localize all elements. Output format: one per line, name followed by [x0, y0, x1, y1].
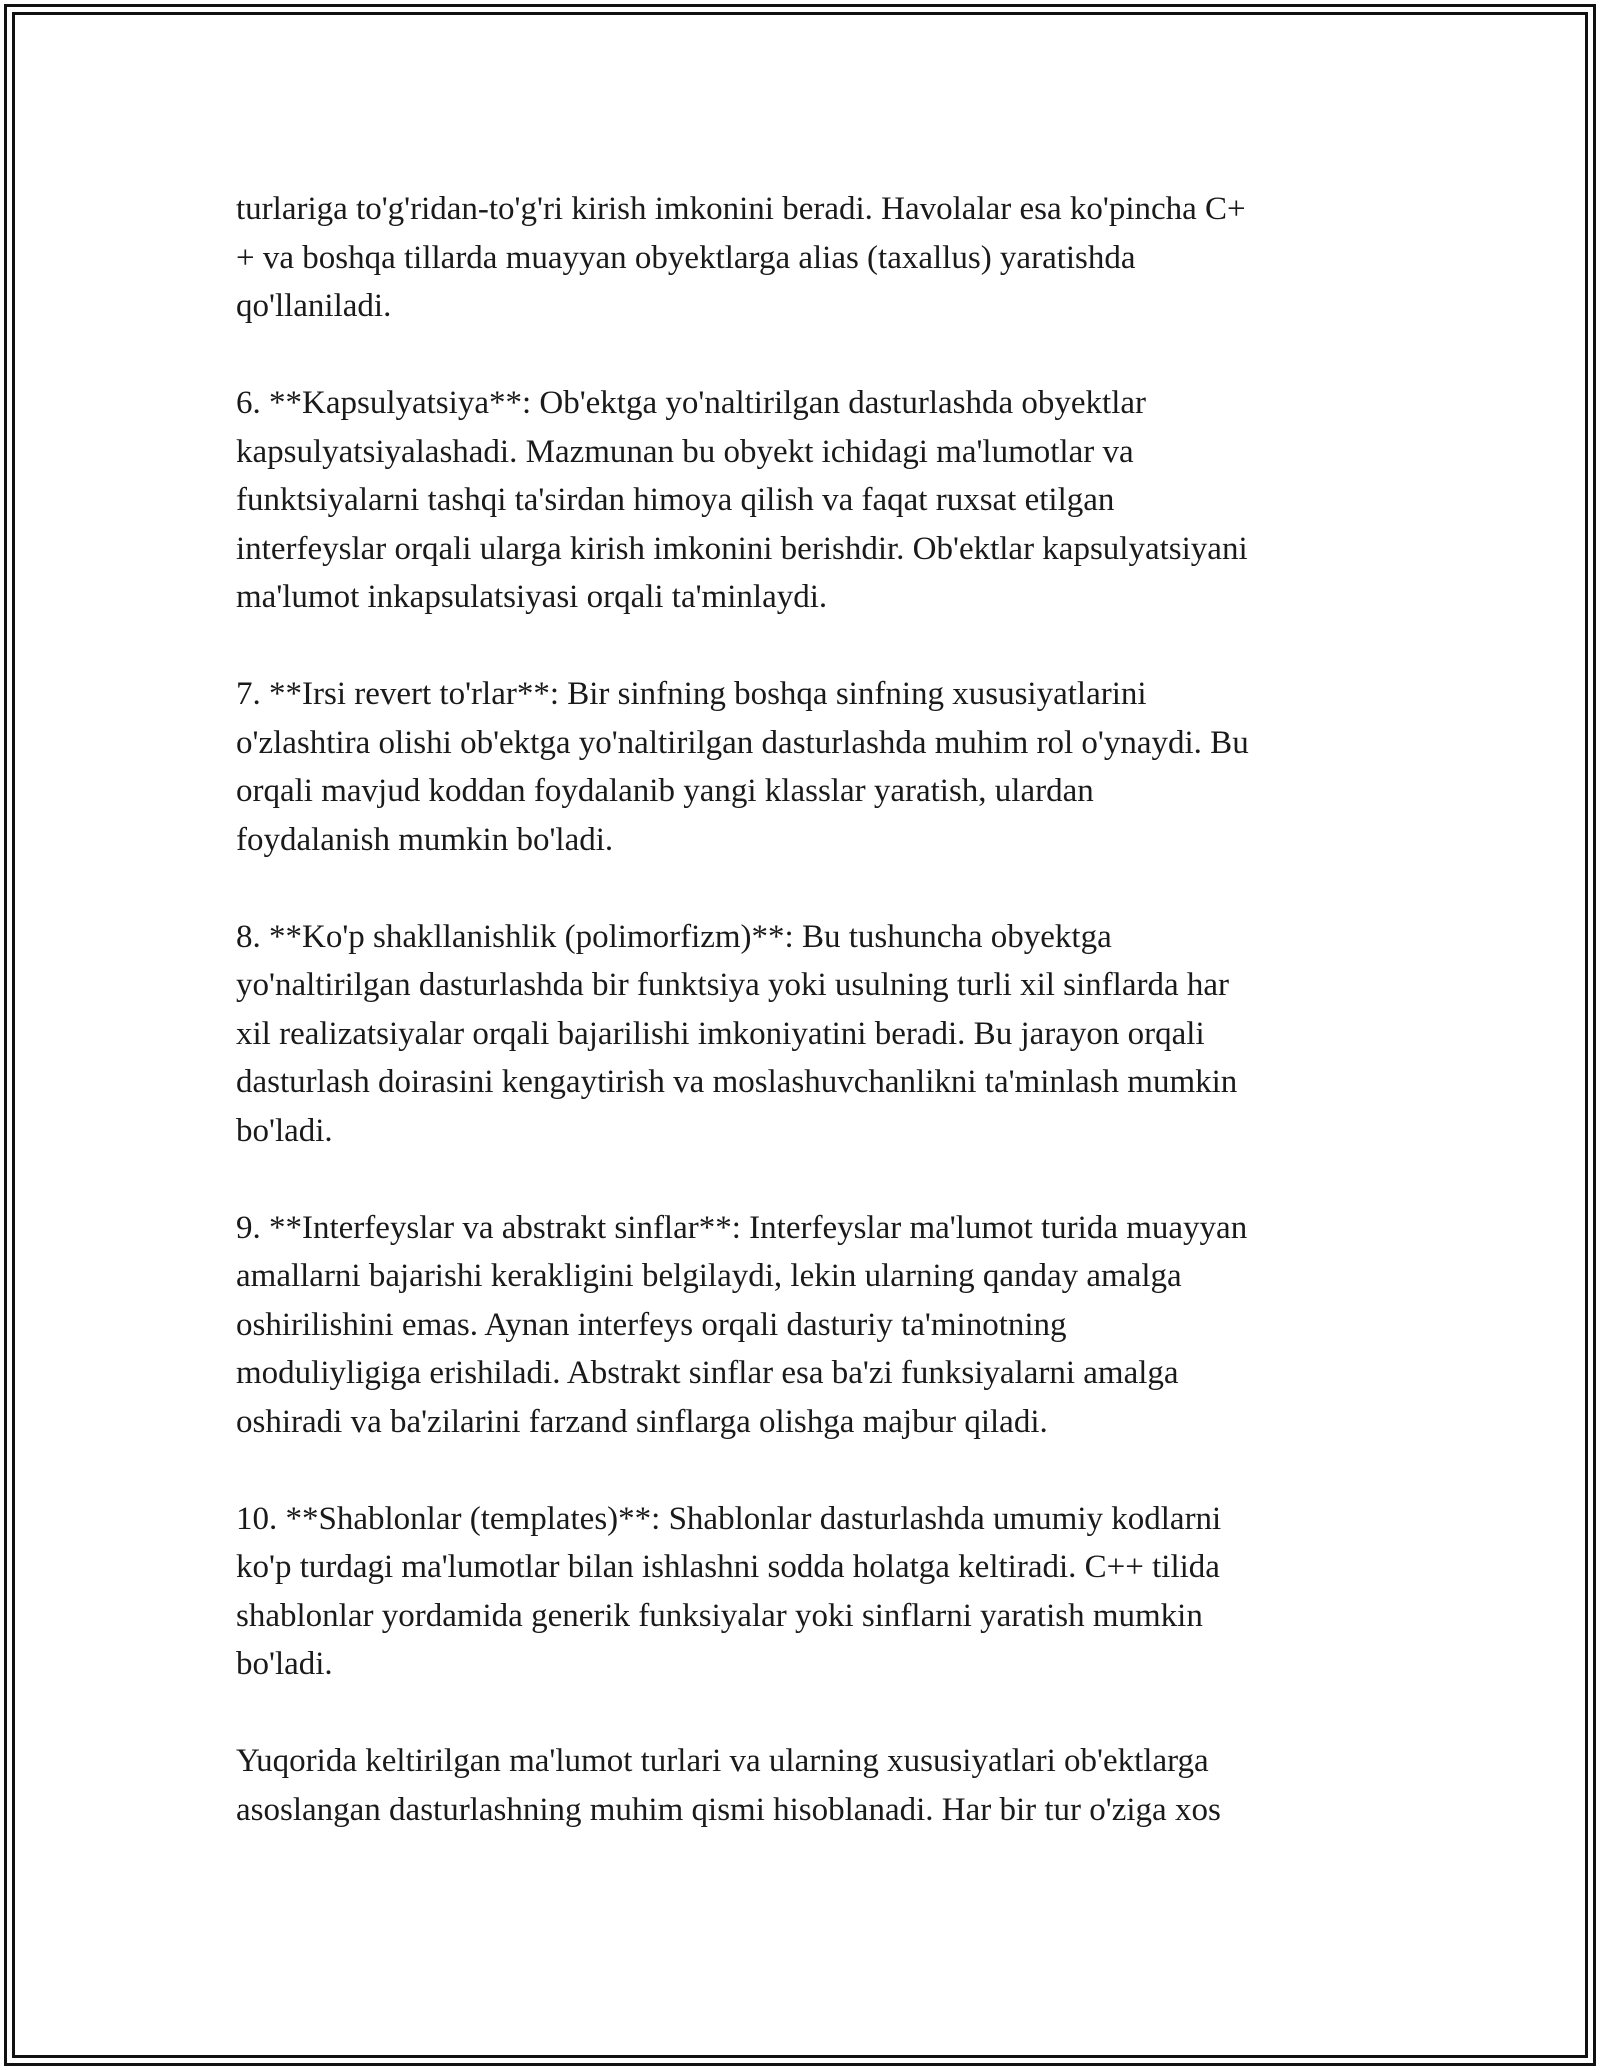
- document-body: [236, 185, 1386, 1834]
- text-line: Yuqorida keltirilgan ma'lumot turlari va ularning xususiyatlari ob'ektlarga: [236, 1743, 1209, 1779]
- text-line: yo'naltirilgan dasturlashda bir funktsiya yoki usulning turli xil sinflarda har: [236, 967, 1230, 1003]
- text-line: funktsiyalarni tashqi ta'sirdan himoya qilish va faqat ruxsat etilgan: [236, 482, 1115, 518]
- text-line: kapsulyatsiyalashadi. Mazmunan bu obyekt ichidagi ma'lumotlar va: [236, 433, 1134, 470]
- text-line: dasturlash doirasini kengaytirish va moslashuvchanlikni ta'minlash mumkin: [236, 1064, 1238, 1100]
- text-line: moduliyligiga erishiladi. Abstrakt sinflar esa ba'zi funksiyalarni amalga: [236, 1355, 1179, 1391]
- text-line: o'zlashtira olishi ob'ektga yo'naltirilgan dasturlashda muhim rol o'ynaydi. Bu: [236, 724, 1249, 761]
- text-line: 6. **Kapsulyatsiya**: Ob'ektga yo'naltirilgan dasturlashda obyektlar: [236, 385, 1147, 421]
- paragraph-gap: [236, 331, 1386, 380]
- text-line: oshirilishini emas. Aynan interfeys orqali dasturiy ta'minotning: [236, 1306, 1067, 1343]
- text-line: xil realizatsiyalar orqali bajarilishi imkoniyatini beradi. Bu jarayon orqali: [236, 1015, 1205, 1052]
- paragraph-encapsulation: [236, 379, 1386, 622]
- text-line: foydalanish mumkin bo'ladi.: [236, 821, 614, 858]
- paragraph-gap: [236, 1155, 1386, 1204]
- text-line: 10. **Shablonlar (templates)**: Shablonlar dasturlashda umumiy kodlarni: [236, 1500, 1222, 1537]
- paragraph-templates: [236, 1495, 1386, 1689]
- text-line: interfeyslar orqali ularga kirish imkonini berishdir. Ob'ektlar kapsulyatsiyani: [236, 530, 1248, 567]
- text-line: 9. **Interfeyslar va abstrakt sinflar**: Interfeyslar ma'lumot turida muayyan: [236, 1209, 1248, 1246]
- paragraph-gap: [236, 622, 1386, 671]
- text-line: 8. **Ko'p shakllanishlik (polimorfizm)**: Bu tushuncha obyektga: [236, 918, 1112, 955]
- paragraph-gap: [236, 1446, 1386, 1495]
- paragraph-conclusion: [236, 1737, 1386, 1834]
- text-line: bo'ladi.: [236, 1112, 333, 1149]
- text-line: asoslangan dasturlashning muhim qismi hisoblanadi. Har bir tur o'ziga xos: [236, 1791, 1221, 1828]
- text-line: 7. **Irsi revert to'rlar**: Bir sinfning boshqa sinfning xususiyatlarini: [236, 676, 1147, 712]
- paragraph-interfaces: [236, 1204, 1386, 1447]
- paragraph-gap: [236, 864, 1386, 913]
- text-line: ko'p turdagi ma'lumotlar bilan ishlashni sodda holatga keltiradi. C++ tilida: [236, 1549, 1220, 1585]
- text-line: orqali mavjud koddan foydalanib yangi klasslar yaratish, ulardan: [236, 773, 1094, 809]
- text-line: amallarni bajarishi kerakligini belgilaydi, lekin ularning qanday amalga: [236, 1258, 1182, 1294]
- paragraph-references-continued: [236, 185, 1386, 331]
- text-line: turlariga to'g'ridan-to'g'ri kirish imkonini beradi. Havolalar esa ko'pincha C+: [236, 191, 1246, 227]
- text-line: + va boshqa tillarda muayyan obyektlarga alias (taxallus) yaratishda: [236, 239, 1136, 276]
- paragraph-inheritance: [236, 670, 1386, 864]
- paragraph-gap: [236, 1689, 1386, 1738]
- paragraph-polymorphism: [236, 913, 1386, 1156]
- text-line: shablonlar yordamida generik funksiyalar yoki sinflarni yaratish mumkin: [236, 1597, 1203, 1634]
- text-line: qo'llaniladi.: [236, 288, 392, 324]
- text-line: bo'ladi.: [236, 1646, 333, 1682]
- text-line: ma'lumot inkapsulatsiyasi orqali ta'minlaydi.: [236, 579, 828, 615]
- text-line: oshiradi va ba'zilarini farzand sinflarga olishga majbur qiladi.: [236, 1403, 1048, 1440]
